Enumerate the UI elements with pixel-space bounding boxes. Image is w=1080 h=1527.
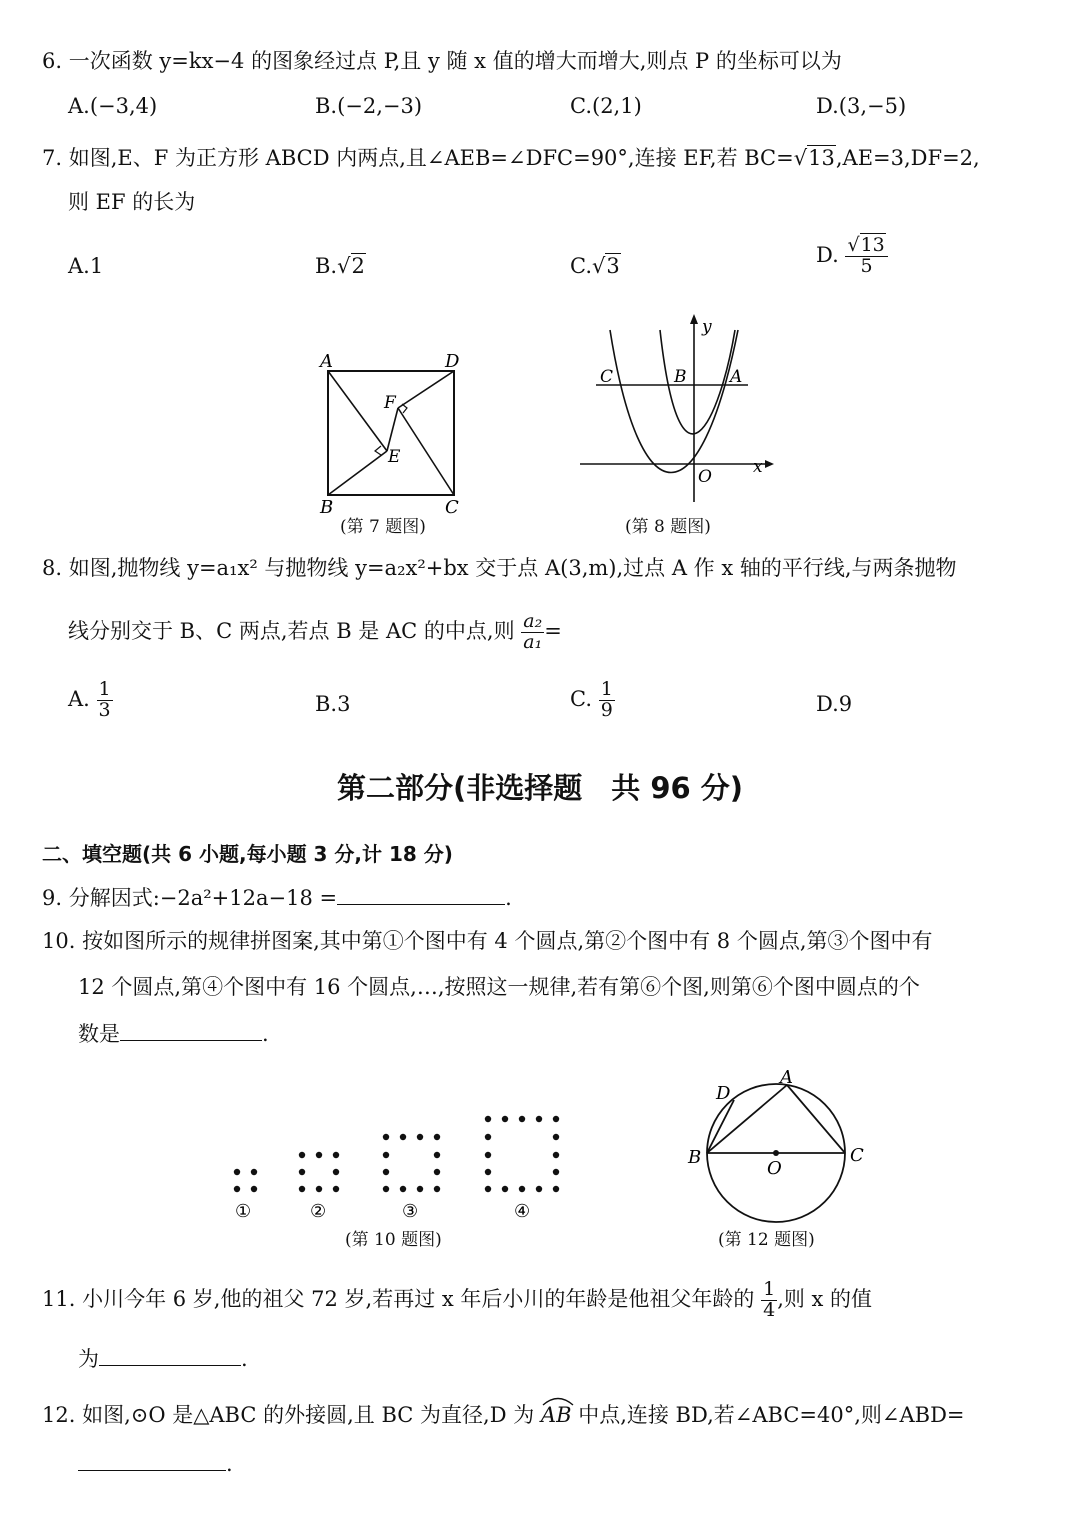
q7-option-a: A.1 xyxy=(68,254,104,278)
q8-option-c-prefix: C. xyxy=(570,686,592,711)
label-d: D xyxy=(716,1083,731,1104)
pattern-2 xyxy=(299,1152,339,1192)
q7-option-c xyxy=(570,251,621,281)
q11-line2 xyxy=(78,1343,248,1374)
q10-line3-text: 数是 xyxy=(78,1022,120,1046)
label-x: x xyxy=(753,457,763,477)
q8-option-a-denominator: 3 xyxy=(98,698,111,721)
label-y: y xyxy=(702,317,712,337)
label-c: C xyxy=(445,497,459,518)
q6-option-d: D.(3,−5) xyxy=(816,94,907,118)
q8-ratio-fraction xyxy=(521,612,544,653)
q7-option-b-radicand: 2 xyxy=(351,254,365,278)
q8-option-a-prefix: A. xyxy=(68,686,90,711)
q11-answer-blank xyxy=(99,1343,241,1366)
q11-fraction xyxy=(761,1280,777,1321)
pattern-1-label: ① xyxy=(235,1201,252,1222)
label-f: F xyxy=(384,393,396,413)
label-o: O xyxy=(698,467,712,487)
label-b: B xyxy=(674,367,687,387)
figure-8 xyxy=(570,310,790,510)
label-b: B xyxy=(320,497,334,518)
q8-equals: = xyxy=(544,618,562,643)
q8-option-c-denominator: 9 xyxy=(600,698,613,721)
arc-symbol xyxy=(541,1394,575,1406)
q10-line2: 12 个圆点,第④个图中有 16 个圆点,…,按照这一规律,若有第⑥个图,则第⑥个图中圆点的个 xyxy=(78,975,920,999)
q7-option-d-denominator: 5 xyxy=(860,254,873,277)
q7-stem-line2: 则 EF 的长为 xyxy=(68,190,196,214)
center-dot xyxy=(773,1150,779,1156)
q7-option-b-sqrt-sign: √ xyxy=(337,254,351,278)
q8-option-c xyxy=(570,680,615,721)
pattern-3-label: ③ xyxy=(402,1201,419,1222)
figure-12 xyxy=(680,1060,880,1230)
q7-option-d-numerator: √13 xyxy=(845,236,887,257)
label-e: E xyxy=(388,447,401,467)
y-axis-arrow xyxy=(690,314,698,324)
q6-option-c: C.(2,1) xyxy=(570,94,642,118)
q6-number: 6. xyxy=(42,49,63,73)
label-o: O xyxy=(767,1158,782,1179)
q12-end: . xyxy=(226,1452,233,1476)
q11-text: 11. 小川今年 6 岁,他的祖父 72 岁,若再过 x 年后小川的年龄是他祖父年龄的 xyxy=(42,1286,755,1311)
q7-option-c-sqrt-sign: √ xyxy=(592,254,606,278)
x-axis-arrow xyxy=(765,460,774,468)
figure-7 xyxy=(310,340,480,540)
q7-sqrt-sign: √ xyxy=(793,146,808,170)
q12-arc-ab xyxy=(541,1400,572,1430)
q8-stem-line2 xyxy=(68,612,562,653)
pattern-3 xyxy=(383,1134,440,1192)
q8-option-c-numerator: 1 xyxy=(600,678,613,700)
q7-option-c-prefix: C. xyxy=(570,254,592,278)
q6-option-b: B.(−2,−3) xyxy=(315,94,423,118)
q8-ratio-numerator: a₂ xyxy=(523,610,543,632)
q11-line2-text: 为 xyxy=(78,1347,99,1371)
q12-line1 xyxy=(42,1400,965,1430)
label-c: C xyxy=(600,367,614,387)
segment-cf xyxy=(398,408,454,495)
q11-text-tail: ,则 x 的值 xyxy=(777,1286,873,1311)
q8-stem-line1 xyxy=(42,553,957,583)
pattern-4 xyxy=(485,1116,559,1192)
q9 xyxy=(42,882,512,913)
figure-8-caption: (第 8 题图) xyxy=(625,517,711,537)
q6-option-a: A.(−3,4) xyxy=(68,94,158,118)
segment-ef xyxy=(387,408,398,451)
figure-10-caption: (第 10 题图) xyxy=(345,1230,442,1250)
segment-be xyxy=(328,451,387,495)
segment-ae xyxy=(328,371,387,451)
pattern-1 xyxy=(234,1169,257,1192)
q7-option-c-radicand: 3 xyxy=(606,254,620,278)
parabola-1 xyxy=(660,330,735,434)
pattern-2-label: ② xyxy=(310,1201,327,1222)
q6-text: 一次函数 y=kx−4 的图象经过点 P,且 y 随 x 值的增大而增大,则点 P 的坐标可以为 xyxy=(68,49,842,73)
section2-heading: 二、填空题(共 6 小题,每小题 3 分,计 18 分) xyxy=(42,842,453,866)
q7-option-d-radicand: 13 xyxy=(860,234,885,256)
q8-option-c-fraction xyxy=(599,680,615,721)
q6-stem xyxy=(42,46,842,76)
figure-7-caption: (第 7 题图) xyxy=(340,517,426,537)
q7-option-d-prefix: D. xyxy=(816,242,839,267)
label-b: B xyxy=(688,1147,702,1168)
right-angle-e xyxy=(375,446,381,455)
q12-text-tail: 中点,连接 BD,若∠ABC=40°,则∠ABD= xyxy=(578,1403,965,1427)
q9-end: . xyxy=(505,886,512,910)
q7-text-tail: ,AE=3,DF=2, xyxy=(835,146,980,170)
label-a: A xyxy=(780,1067,793,1088)
segment-df xyxy=(398,371,454,408)
q7-sqrt-value: 13 xyxy=(808,146,835,170)
pattern-4-label: ④ xyxy=(514,1201,531,1222)
q10-end: . xyxy=(262,1022,269,1046)
q10-line1: 10. 按如图所示的规律拼图案,其中第①个图中有 4 个圆点,第②个图中有 8 个圆点,第③个图中有 xyxy=(42,929,933,953)
q7-text: 如图,E、F 为正方形 ABCD 内两点,且∠AEB=∠DFC=90°,连接 EF,若 BC= xyxy=(68,146,794,170)
q12-arc-label: AB xyxy=(540,1403,572,1427)
right-angle-f xyxy=(402,404,407,413)
parabola-2 xyxy=(610,330,738,473)
q8-text: 如图,抛物线 y=a₁x² 与抛物线 y=a₂x²+bx 交于点 A(3,m),过点 A 作 x 轴的平行线,与两条抛物 xyxy=(68,556,957,580)
q7-number: 7. xyxy=(42,146,63,170)
q8-option-a-numerator: 1 xyxy=(98,678,111,700)
q7-stem-line1 xyxy=(42,143,980,173)
q7-option-b xyxy=(315,251,366,281)
q8-option-a-fraction xyxy=(97,680,113,721)
q10-answer-blank xyxy=(120,1018,262,1041)
q7-option-d-fraction xyxy=(845,236,887,277)
q12-answer-blank xyxy=(78,1448,226,1471)
q8-option-b: B.3 xyxy=(315,692,351,716)
q7-option-d xyxy=(816,236,888,277)
label-a: A xyxy=(730,367,743,387)
label-a: A xyxy=(320,351,333,372)
q12-line2 xyxy=(78,1448,233,1479)
segment-bd xyxy=(707,1100,734,1153)
label-d: D xyxy=(445,351,460,372)
q9-answer-blank xyxy=(337,882,505,905)
label-c: C xyxy=(850,1145,864,1166)
q11-end: . xyxy=(241,1347,248,1371)
q8-ratio-denominator: a₁ xyxy=(523,630,543,653)
part2-title: 第二部分(非选择题 共 96 分) xyxy=(336,771,744,805)
q7-option-b-prefix: B. xyxy=(315,254,338,278)
q11-numerator: 1 xyxy=(763,1278,776,1300)
q10-line3 xyxy=(78,1018,269,1049)
q8-text-line2: 线分别交于 B、C 两点,若点 B 是 AC 的中点,则 xyxy=(68,618,515,643)
q8-option-a xyxy=(68,680,113,721)
q9-stem: 9. 分解因式:−2a²+12a−18 = xyxy=(42,886,338,910)
q8-number: 8. xyxy=(42,556,63,580)
q8-option-d: D.9 xyxy=(816,692,853,716)
figure-10 xyxy=(220,1105,590,1225)
q12-text: 12. 如图,⊙O 是△ABC 的外接圆,且 BC 为直径,D 为 xyxy=(42,1403,535,1427)
figure-12-caption: (第 12 题图) xyxy=(718,1230,815,1250)
q11-denominator: 4 xyxy=(763,1298,776,1321)
q11-line1 xyxy=(42,1280,872,1321)
